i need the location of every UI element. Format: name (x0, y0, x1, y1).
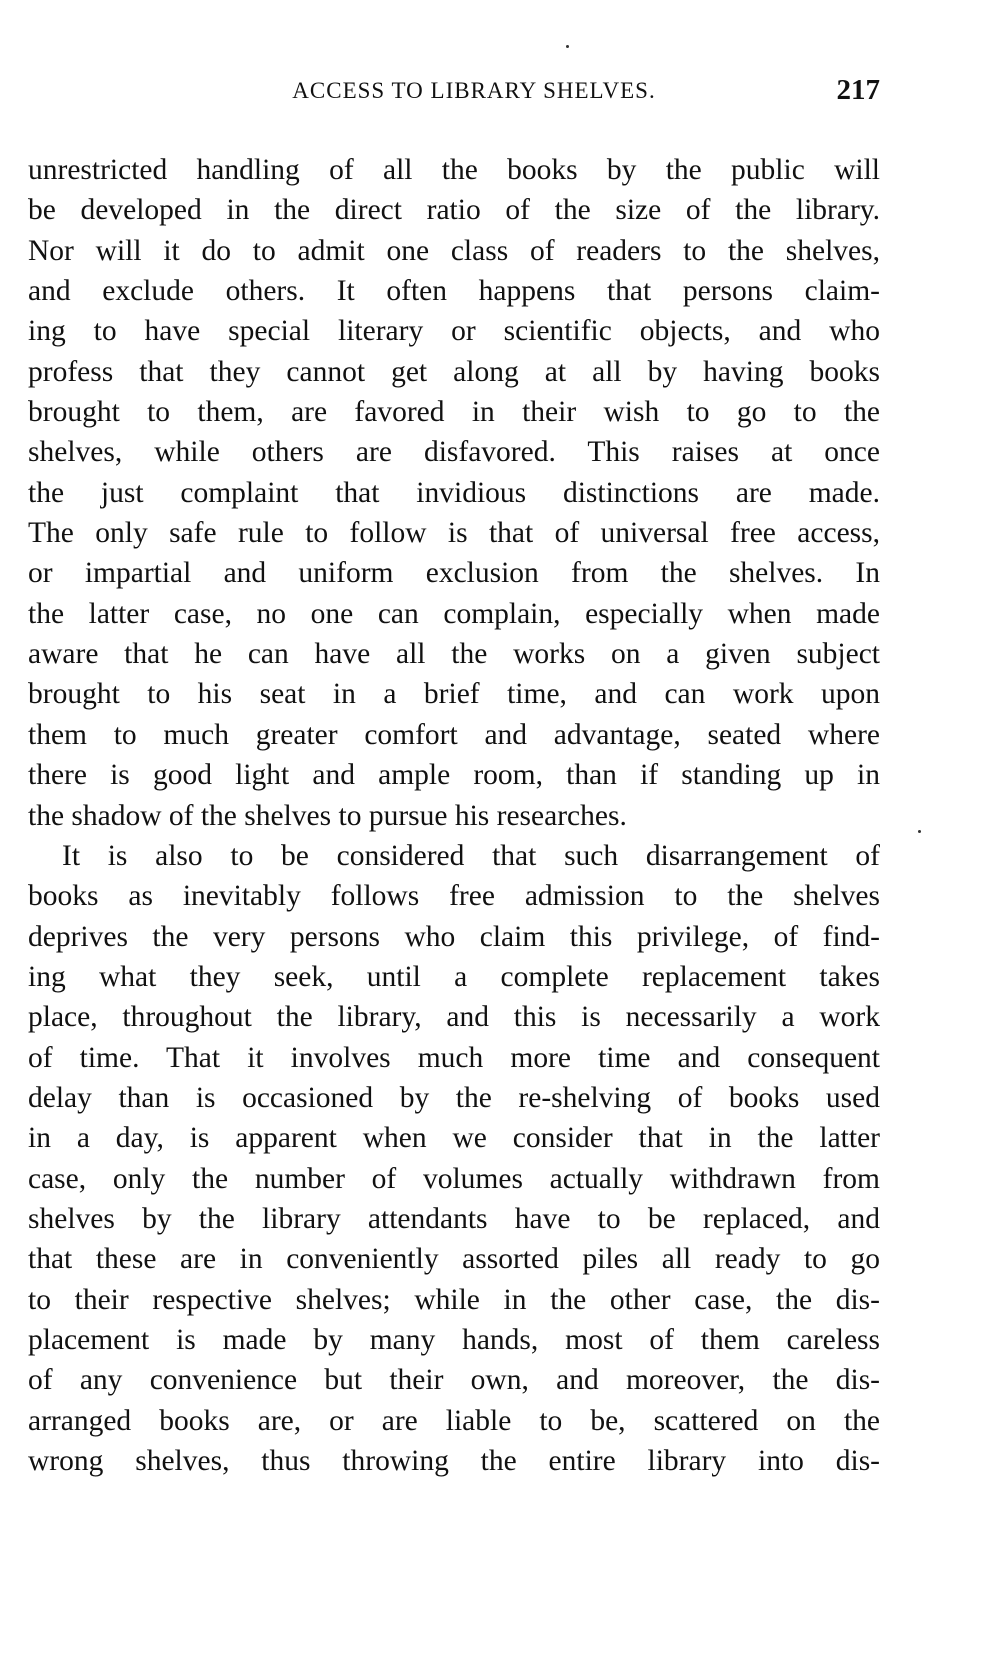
text-line: ing to have special literary or scientific objects, and who (28, 315, 880, 348)
text-line: the shadow of the shelves to pursue his researches. (28, 799, 627, 832)
text-line: unrestricted handling of all the books by the public will (28, 154, 880, 186)
text-line: ing what they seek, until a complete replacement takes (28, 960, 880, 993)
ink-speck (918, 830, 921, 833)
page-number: 217 (836, 74, 880, 106)
text-line: or impartial and uniform exclusion from the shelves. In (28, 557, 880, 590)
text-line: delay than is occasioned by the re-shelving of books used (28, 1081, 880, 1114)
text-line: deprives the very persons who claim this privilege, of find- (28, 920, 880, 953)
text-line: brought to his seat in a brief time, and can work upon (28, 678, 880, 711)
text-line: there is good light and ample room, than if standing up in (28, 759, 880, 792)
text-line: profess that they cannot get along at all by having books (28, 355, 880, 388)
paragraph-1 (28, 150, 880, 836)
text-line: of time. That it involves much more time and consequent (28, 1041, 880, 1074)
text-line: of any convenience but their own, and moreover, the dis- (28, 1364, 880, 1397)
text-line: to their respective shelves; while in the other case, the dis- (28, 1283, 880, 1316)
text-line: case, only the number of volumes actually withdrawn from (28, 1162, 880, 1195)
text-line: the just complaint that invidious distinctions are made. (28, 476, 880, 509)
running-head: ACCESS TO LIBRARY SHELVES. (292, 78, 656, 103)
text-line: It is also to be considered that such disarrangement of (62, 839, 880, 872)
text-line: shelves, while others are disfavored. This raises at once (28, 436, 880, 469)
text-line: shelves by the library attendants have to be replaced, and (28, 1202, 880, 1235)
body-text (28, 150, 880, 1481)
text-line: arranged books are, or are liable to be, scattered on the (28, 1404, 880, 1437)
text-line: in a day, is apparent when we consider that in the latter (28, 1122, 880, 1155)
text-line: the latter case, no one can complain, especially when made (28, 597, 880, 630)
page-header (28, 74, 880, 118)
text-line: placement is made by many hands, most of them careless (28, 1323, 880, 1356)
text-line: The only safe rule to follow is that of universal free access, (28, 517, 880, 550)
text-line: brought to them, are favored in their wish to go to the (28, 396, 880, 429)
text-line: aware that he can have all the works on a given subject (28, 638, 880, 671)
text-line: that these are in conveniently assorted piles all ready to go (28, 1243, 880, 1276)
text-line: Nor will it do to admit one class of readers to the shelves, (28, 234, 880, 267)
text-line: books as inevitably follows free admission to the shelves (28, 880, 880, 913)
text-line: be developed in the direct ratio of the size of the library. (28, 194, 880, 227)
text-line: wrong shelves, thus throwing the entire library into dis- (28, 1445, 880, 1477)
paragraph-2 (28, 836, 880, 1482)
text-line: place, throughout the library, and this is necessarily a work (28, 1001, 880, 1034)
ink-speck (566, 45, 569, 48)
text-line: them to much greater comfort and advantage, seated where (28, 718, 880, 751)
text-line: and exclude others. It often happens that persons claim- (28, 275, 880, 308)
